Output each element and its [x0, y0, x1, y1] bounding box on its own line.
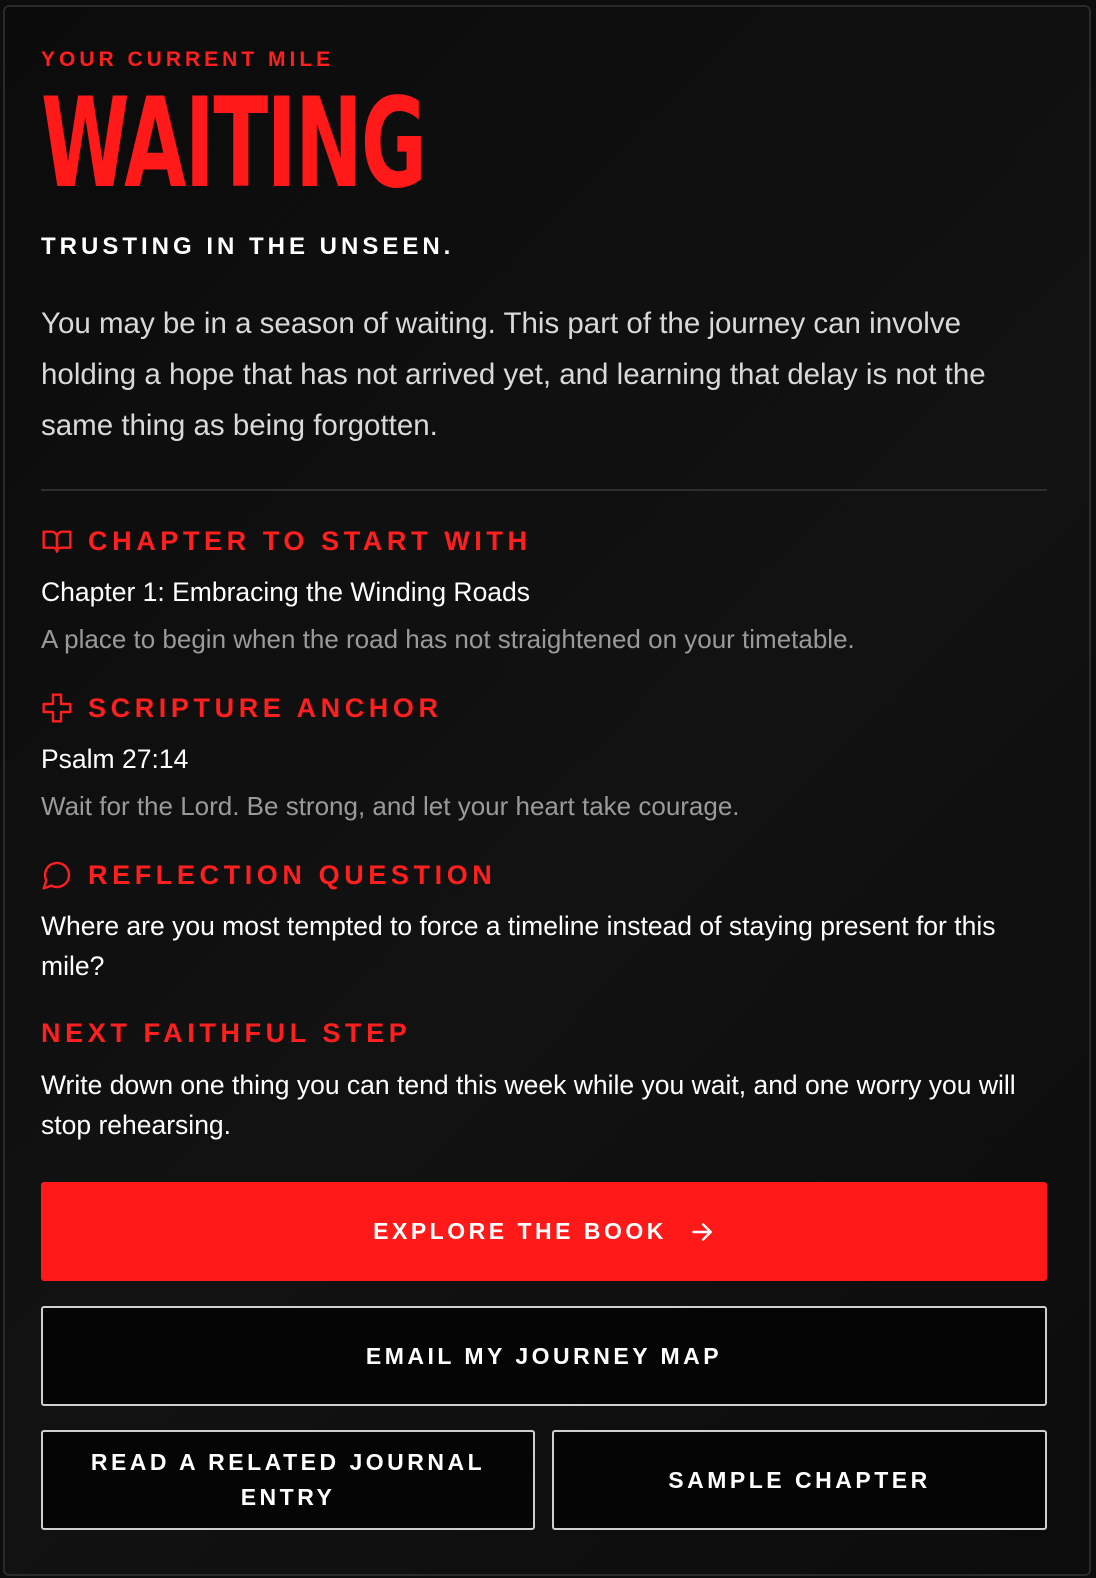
chapter-detail: A place to begin when the road has not straightened on your timetable.	[41, 624, 855, 654]
email-journey-map-button[interactable]	[41, 1306, 1047, 1406]
chapter-heading-label: CHAPTER TO START WITH	[88, 525, 532, 556]
reflection-heading-label: REFLECTION QUESTION	[88, 859, 497, 890]
arrow-right-icon	[689, 1219, 715, 1245]
next-step-text: Write down one thing you can tend this week while you wait, and one worry you will stop rehearsing.	[41, 1070, 1016, 1140]
read-journal-entry-label: READ A RELATED JOURNAL ENTRY	[90, 1449, 486, 1510]
scripture-heading	[41, 692, 443, 724]
explore-book-label: EXPLORE THE BOOK	[373, 1218, 667, 1244]
reflection-heading	[41, 859, 496, 891]
mile-subtitle: TRUSTING IN THE UNSEEN.	[41, 233, 455, 260]
explore-book-button[interactable]	[41, 1182, 1047, 1281]
email-journey-map-label: EMAIL MY JOURNEY MAP	[365, 1342, 723, 1369]
chapter-heading	[41, 525, 532, 557]
book-open-icon	[41, 525, 73, 557]
chapter-title: Chapter 1: Embracing the Winding Roads	[41, 577, 531, 607]
scripture-heading-label: SCRIPTURE ANCHOR	[88, 692, 443, 723]
scripture-text: Wait for the Lord. Be strong, and let your heart take courage.	[41, 791, 740, 821]
intro-paragraph: You may be in a season of waiting. This part of the journey can involve holding a hope that has not arrived yet, and learning that delay is not the same thing as being forgotten.	[41, 307, 986, 442]
divider	[41, 489, 1047, 491]
read-journal-entry-button[interactable]	[41, 1430, 535, 1530]
cross-icon	[41, 692, 73, 724]
eyebrow-label: YOUR CURRENT MILE	[41, 48, 335, 71]
mile-title: WAITING	[41, 72, 426, 216]
sample-chapter-button[interactable]	[552, 1430, 1047, 1530]
scripture-reference: Psalm 27:14	[41, 744, 189, 774]
next-step-heading	[41, 1018, 411, 1049]
speech-bubble-icon	[41, 859, 73, 891]
sample-chapter-label: SAMPLE CHAPTER	[668, 1466, 931, 1493]
next-step-heading-label: NEXT FAITHFUL STEP	[41, 1018, 412, 1048]
reflection-question: Where are you most tempted to force a timeline instead of staying present for this mile?	[41, 911, 996, 981]
